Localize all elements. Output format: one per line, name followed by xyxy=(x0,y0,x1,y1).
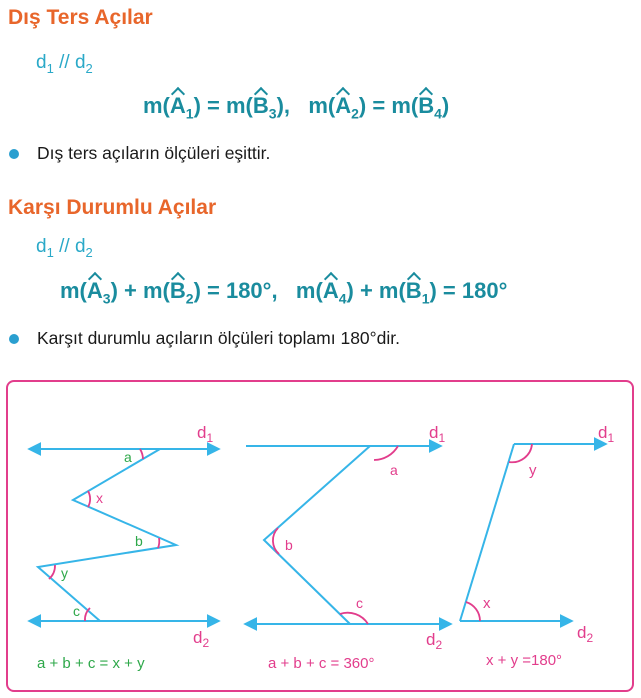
angle-subscript: 4 xyxy=(434,105,442,122)
bullet-text: Karşıt durumlu açıların ölçüleri toplamı 180°dir. xyxy=(37,328,400,348)
angle-label-c: c xyxy=(73,603,80,619)
angle-subscript: 1 xyxy=(421,290,430,307)
eq-text: ), m( xyxy=(276,93,336,118)
angle-label-a: a xyxy=(390,462,398,478)
label-d1: $d_1$ xyxy=(429,423,446,445)
angle-subscript: 2 xyxy=(351,105,359,122)
angle-label-x: x xyxy=(96,490,103,506)
label-d2: $d_2$ xyxy=(577,623,594,645)
bullet-text: Dış ters açıların ölçüleri eşittir. xyxy=(37,143,271,163)
eq-text: ) = m( xyxy=(193,93,253,118)
angle-label-y: y xyxy=(529,462,537,479)
d1-subscript: 1 xyxy=(46,244,54,260)
angle-letter: A xyxy=(86,278,103,303)
angle-letter: B xyxy=(405,278,422,303)
d1-subscript: 1 xyxy=(46,60,54,76)
angle-letter: A xyxy=(169,93,186,118)
angle-label-b: b xyxy=(285,537,293,553)
angle-arc-y xyxy=(49,565,55,579)
angle-label-c: c xyxy=(356,595,363,611)
angle-label-x: x xyxy=(483,595,491,612)
angle-subscript: 3 xyxy=(268,105,277,122)
parallel-symbol: // xyxy=(53,52,75,73)
label-d2: $d_2$ xyxy=(193,628,210,650)
angle-arc-x xyxy=(466,602,480,621)
angle-letter: A xyxy=(322,278,339,303)
section-title-exterior-alternate: Dış Ters Açılar xyxy=(8,6,153,29)
angle-letter: B xyxy=(169,278,186,303)
d2-letter: d xyxy=(74,236,86,257)
eq-text: ) = 180° xyxy=(429,278,508,303)
figure-1 xyxy=(30,423,218,672)
angle-arc-x xyxy=(88,491,90,507)
angle-arc-a xyxy=(140,449,143,459)
d1-letter: d xyxy=(36,52,47,73)
formula-3: x + y =180° xyxy=(486,652,563,669)
figure-2 xyxy=(246,423,450,672)
section-title-co-interior: Karşı Durumlu Açılar xyxy=(8,196,217,219)
d2-subscript: 2 xyxy=(85,60,93,76)
formula-1: a + b + c = x + y xyxy=(37,655,145,672)
angle-arc-b xyxy=(158,538,159,548)
eq-text: ) + m( xyxy=(110,278,170,303)
angle-subscript: 1 xyxy=(185,105,194,122)
label-d1: $d_1$ xyxy=(197,423,214,445)
angle-subscript: 2 xyxy=(185,290,194,307)
angle-label-y: y xyxy=(61,565,68,581)
angle-arc-a xyxy=(374,446,398,460)
eq-text: m( xyxy=(143,93,170,118)
parallel-symbol: // xyxy=(53,236,75,257)
angle-arc-c xyxy=(85,608,90,621)
d1-letter: d xyxy=(36,236,47,257)
v-transversal xyxy=(264,446,370,624)
eq-text: ) + m( xyxy=(346,278,406,303)
label-d2: $d_2$ xyxy=(426,630,443,652)
eq-text: ) xyxy=(441,93,450,118)
angle-label-b: b xyxy=(135,533,143,549)
eq-text: m( xyxy=(60,278,87,303)
label-d1: $d_1$ xyxy=(598,423,615,445)
angle-letter: A xyxy=(335,93,352,118)
eq-text: ) = 180°, m( xyxy=(193,278,323,303)
zigzag-transversal xyxy=(38,449,176,621)
figure-3 xyxy=(460,423,614,669)
angle-subscript: 4 xyxy=(338,290,347,307)
angle-label-a: a xyxy=(124,449,132,465)
angle-letter: B xyxy=(418,93,435,118)
d2-subscript: 2 xyxy=(85,244,93,260)
d2-letter: d xyxy=(74,52,86,73)
angle-letter: B xyxy=(252,93,269,118)
formula-2: a + b + c = 360° xyxy=(268,655,375,672)
eq-text: ) = m( xyxy=(358,93,419,118)
angle-subscript: 3 xyxy=(102,290,111,307)
